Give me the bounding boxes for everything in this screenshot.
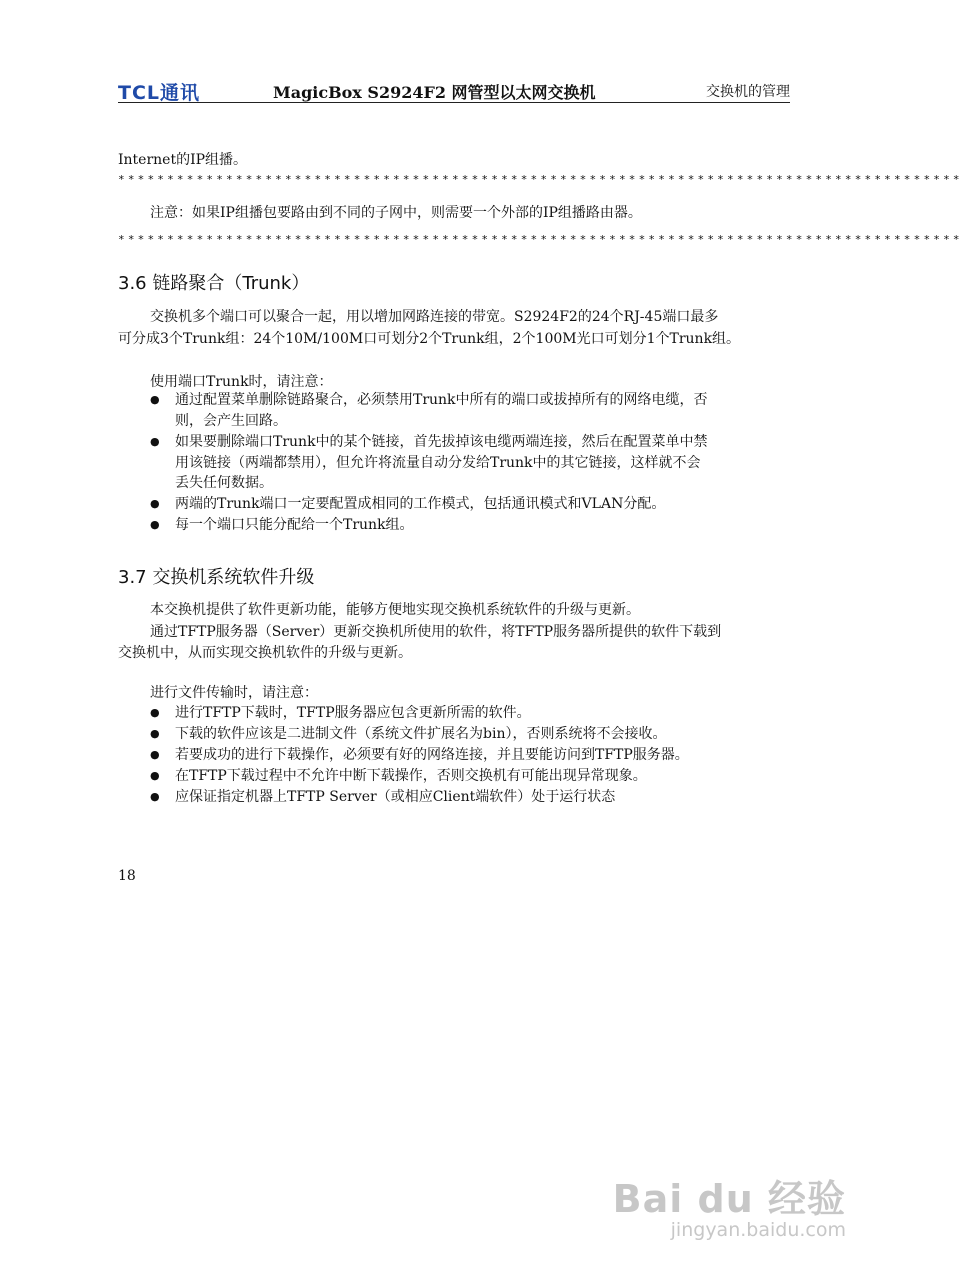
page-number: 18 xyxy=(118,868,136,884)
trunk-note-2-line3: 丢失任何数据。 xyxy=(175,475,273,491)
upgrade-note-4: 在TFTP下载过程中不允许中断下载操作，否则交换机有可能出现异常现象。 xyxy=(175,768,647,784)
section-heading-upgrade: 3.7 交换机系统软件升级 xyxy=(118,567,315,588)
trunk-note-2-line2: 用该链接（两端都禁用），但允许将流量自动分发给Trunk中的其它链接，这样就不会 xyxy=(175,455,701,471)
bullet-icon: ● xyxy=(150,497,160,510)
baidu-watermark xyxy=(613,1168,846,1241)
upgrade-paragraph-2-line1: 通过TFTP服务器（Server）更新交换机所使用的软件，将TFTP服务器所提供的软件下载到 xyxy=(150,624,722,640)
page-header xyxy=(118,78,790,102)
trunk-note-2-line1: 如果要删除端口Trunk中的某个链接，首先拔掉该电缆两端连接，然后在配置菜单中禁 xyxy=(175,434,708,450)
trunk-notes-lead: 使用端口Trunk时，请注意： xyxy=(150,374,333,390)
upgrade-notes-lead: 进行文件传输时，请注意： xyxy=(150,685,318,701)
bullet-icon: ● xyxy=(150,748,160,761)
upgrade-paragraph-1: 本交换机提供了软件更新功能，能够方便地实现交换机系统软件的升级与更新。 xyxy=(150,602,640,618)
trunk-note-3: 两端的Trunk端口一定要配置成相同的工作模式，包括通讯模式和VLAN分配。 xyxy=(175,496,666,512)
star-divider-bottom: ************************************************************************************** xyxy=(118,233,963,246)
bullet-icon: ● xyxy=(150,727,160,740)
upgrade-note-2: 下载的软件应该是二进制文件（系统文件扩展名为bin），否则系统将不会接收。 xyxy=(175,726,667,742)
watermark-url: jingyan.baidu.com xyxy=(670,1219,846,1241)
trunk-paragraph-line1: 交换机多个端口可以聚合一起，用以增加网路连接的带宽。S2924F2的24个RJ-45端口最多 xyxy=(150,309,719,325)
multicast-note: 注意：如果IP组播包要路由到不同的子网中，则需要一个外部的IP组播路由器。 xyxy=(150,205,642,221)
watermark-brand: Bai du 经验 xyxy=(612,1177,846,1221)
upgrade-paragraph-2-line2: 交换机中，从而实现交换机软件的升级与更新。 xyxy=(118,645,412,661)
star-divider-top: ************************************************************************************** xyxy=(118,173,963,186)
trunk-note-1-line2: 则，会产生回路。 xyxy=(175,413,287,429)
trunk-note-1-line1: 通过配置菜单删除链路聚合，必须禁用Trunk中所有的端口或拔掉所有的网络电缆，否 xyxy=(175,392,708,408)
intro-line: Internet的IP组播。 xyxy=(118,152,248,168)
bullet-icon: ● xyxy=(150,769,160,782)
upgrade-note-3: 若要成功的进行下载操作，必须要有好的网络连接，并且要能访问到TFTP服务器。 xyxy=(175,747,689,763)
trunk-paragraph-line2: 可分成3个Trunk组：24个10M/100M口可划分2个Trunk组，2个100M光口可划分1个Trunk组。 xyxy=(118,331,741,347)
trunk-note-4: 每一个端口只能分配给一个Trunk组。 xyxy=(175,517,414,533)
bullet-icon: ● xyxy=(150,518,160,531)
bullet-icon: ● xyxy=(150,790,160,803)
section-heading-trunk: 3.6 链路聚合（Trunk） xyxy=(118,273,310,294)
header-title: MagicBox S2924F2 网管型以太网交换机 xyxy=(273,83,596,102)
tcl-logo: TCL通讯 xyxy=(118,82,201,104)
header-rule xyxy=(118,102,790,103)
bullet-icon: ● xyxy=(150,393,160,406)
bullet-icon: ● xyxy=(150,435,160,448)
upgrade-note-1: 进行TFTP下载时，TFTP服务器应包含更新所需的软件。 xyxy=(175,705,531,721)
bullet-icon: ● xyxy=(150,706,160,719)
header-section: 交换机的管理 xyxy=(706,84,790,100)
upgrade-note-5: 应保证指定机器上TFTP Server（或相应Client端软件）处于运行状态 xyxy=(175,789,616,805)
